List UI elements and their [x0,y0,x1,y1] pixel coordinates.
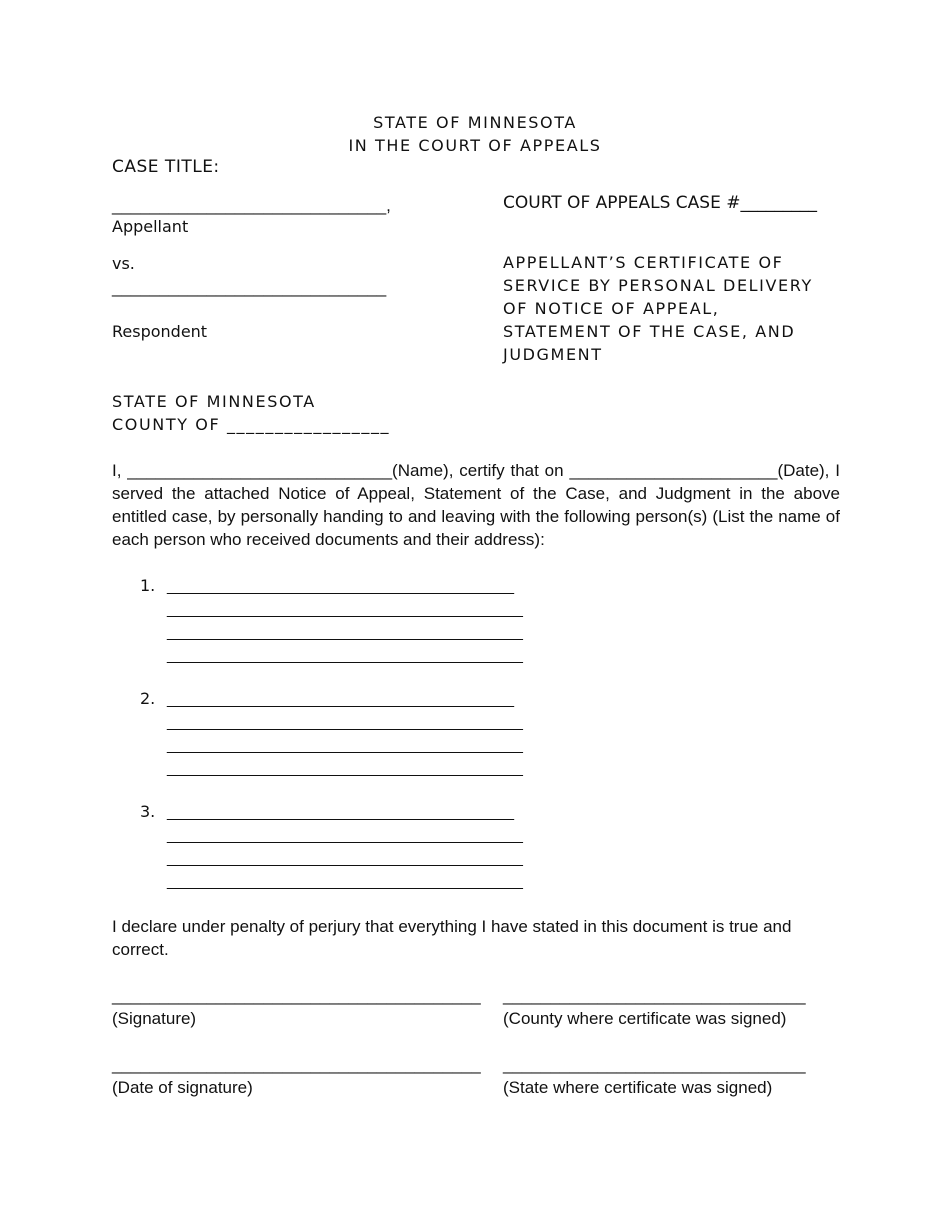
person-line: ________________________________________ [167,827,523,844]
person-line: ________________________________________ [167,873,523,890]
county-signed-label: (County where certificate was signed) [503,1009,787,1028]
perjury-declaration: I declare under penalty of perjury that everything I have stated in this document is true and correct. [112,917,792,959]
vs-label: vs. [112,254,135,273]
person-line: _______________________________________ [167,578,515,595]
case-title-label: CASE TITLE: [112,157,220,177]
person-line: ________________________________________ [167,760,523,777]
person-number: 1. [140,576,156,595]
document-title-line: OF NOTICE OF APPEAL, [503,299,720,318]
case-number: COURT OF APPEALS CASE #_________ [503,193,817,213]
court-name-heading: IN THE COURT OF APPEALS [348,136,602,155]
document-title-line: APPELLANT’S CERTIFICATE OF [503,253,784,272]
signature-line: _______________________________________ [112,986,481,1005]
person-number: 2. [140,689,156,708]
person-line: ________________________________________ [167,624,523,641]
venue-state: STATE OF MINNESOTA [112,392,316,411]
document-title-line: STATEMENT OF THE CASE, AND [503,322,796,341]
state-signed-label: (State where certificate was signed) [503,1078,773,1097]
document-title-line: JUDGMENT [503,345,603,364]
state-signed-line: ________________________________ [503,1055,806,1074]
person-line: ________________________________________ [167,714,523,731]
person-line: ________________________________________ [167,850,523,867]
respondent-blank: _____________________________ [112,278,387,297]
certification-paragraph: I, ____________________________(Name), certify that on ______________________(Date), I served the attached Notice of Appeal, Statement of the Case, and Judgment in the above entitled case, by personally handing to and leaving with the following person(s) (List the name of each person who received documents and their address): [112,461,840,549]
document-title-line: SERVICE BY PERSONAL DELIVERY [503,276,813,295]
person-line: ________________________________________ [167,647,523,664]
person-line: ________________________________________ [167,737,523,754]
person-number: 3. [140,802,156,821]
county-signed-line: ________________________________ [503,986,806,1005]
date-of-signature-label: (Date of signature) [112,1078,253,1097]
person-line: ________________________________________ [167,601,523,618]
person-line: _______________________________________ [167,691,515,708]
court-state-heading: STATE OF MINNESOTA [373,113,577,132]
respondent-label: Respondent [112,322,208,341]
appellant-blank: _____________________________, [112,196,391,215]
venue-county: COUNTY OF _________________ [112,415,391,434]
signature-label: (Signature) [112,1009,197,1028]
appellant-label: Appellant [112,217,189,236]
date-of-signature-line: _______________________________________ [112,1055,481,1074]
person-line: _______________________________________ [167,804,515,821]
